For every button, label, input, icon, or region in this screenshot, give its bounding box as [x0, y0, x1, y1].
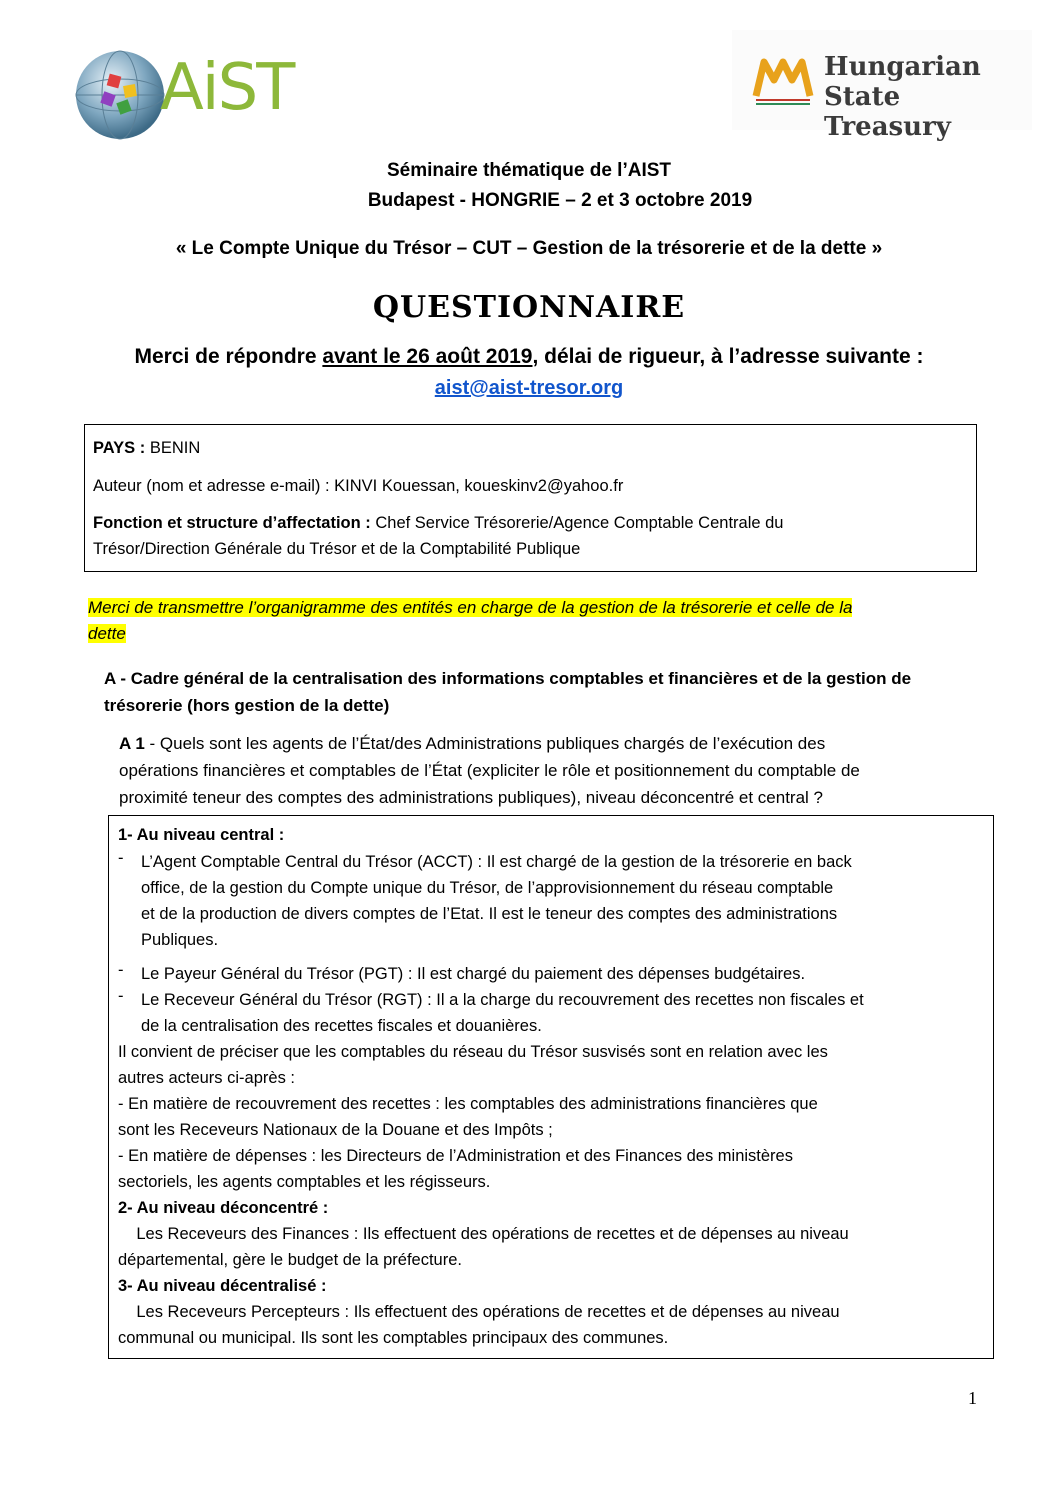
answer-acct-line2: office, de la gestion du Compte unique du Trésor, de l’approvisionnement du réseau comptable	[141, 879, 834, 897]
author-field: Auteur (nom et adresse e-mail) : KINVI Kouessan, koueskinv2@yahoo.fr	[93, 477, 624, 495]
seminar-theme: « Le Compte Unique du Trésor – CUT – Gestion de la trésorerie et de la dette »	[175, 238, 883, 259]
country-value: BENIN	[145, 439, 201, 457]
answer-dep-line2: sectoriels, les agents comptables et les régisseurs.	[118, 1173, 491, 1191]
answer-pgt: Le Payeur Général du Trésor (PGT) : Il est chargé du paiement des dépenses budgétaires.	[141, 965, 806, 983]
aist-logo	[72, 45, 297, 145]
country-label: PAYS :	[93, 439, 146, 457]
hst-emblem-icon	[752, 56, 814, 108]
section-a-title-line2: trésorerie (hors gestion de la dette)	[104, 696, 390, 715]
answer-conv-line1: Il convient de préciser que les comptables du réseau du Trésor susvisés sont en relation avec les	[118, 1043, 828, 1061]
hungarian-state-treasury-logo	[732, 30, 1032, 142]
question-a1	[119, 730, 984, 811]
section-a-title-line1: A - Cadre général de la centralisation des informations comptables et financières et de la gestion de	[104, 669, 912, 688]
question-a1-text1: - Quels sont les agents de l’État/des Administrations publiques chargés de l’exécution des	[144, 734, 826, 753]
reply-suffix: , délai de rigueur, à l’adresse suivante :	[532, 345, 924, 368]
function-field	[93, 510, 963, 536]
answer-acct-line4: Publiques.	[141, 931, 219, 949]
answer-rf-line2: départemental, gère le budget de la préfecture.	[118, 1251, 462, 1269]
aist-logo-text: AiST	[160, 51, 294, 125]
question-a1-line1	[119, 730, 984, 757]
answer-rec-line2: sont les Receveurs Nationaux de la Douane et des Impôts ;	[118, 1121, 553, 1139]
function-label: Fonction et structure d’affectation :	[93, 514, 371, 532]
country-field	[93, 435, 963, 461]
organigram-request-line2: dette	[88, 624, 126, 643]
contact-email[interactable]: aist@aist-tresor.org	[434, 377, 624, 399]
section-a-title	[104, 665, 984, 719]
answer-acct-line1: L’Agent Comptable Central du Trésor (ACCT) : Il est chargé de la gestion de la trésorerie en back	[141, 853, 852, 871]
bullet-dash: -	[118, 987, 124, 1005]
hst-line1: Hungarian	[824, 52, 981, 82]
question-a1-line3: proximité teneur des comptes des administrations publiques), niveau déconcentré et central ?	[119, 788, 823, 807]
reply-instruction	[0, 345, 1058, 369]
answer-rec-line1: - En matière de recouvrement des recettes : les comptables des administrations financières que	[118, 1095, 818, 1113]
answer-heading-central: 1- Au niveau central :	[118, 826, 285, 844]
seminar-title: Séminaire thématique de l’AIST	[386, 160, 672, 181]
answer-acct-line3: et de la production de divers comptes de l’Etat. Il est le teneur des comptes des administrations	[141, 905, 838, 923]
question-a1-line2: opérations financières et comptables de l’État (expliciter le rôle et positionnement du comptable de	[119, 761, 860, 780]
respondent-info-box	[84, 424, 977, 572]
page-number: 1	[968, 1388, 977, 1408]
seminar-location-date: Budapest - HONGRIE – 2 et 3 octobre 2019	[367, 190, 753, 211]
hst-line2: State Treasury	[824, 82, 951, 142]
answer-dep-line1: - En matière de dépenses : les Directeurs de l’Administration et des Finances des ministères	[118, 1147, 793, 1165]
reply-deadline: avant le 26 août 2019	[322, 345, 533, 368]
organigram-request-line1: Merci de transmettre l’organigramme des entités en charge de la gestion de la trésorerie et celle de la	[88, 598, 853, 617]
document-title: QUESTIONNAIRE	[372, 290, 686, 325]
answer-rp-line1: Les Receveurs Percepteurs : Ils effectuent des opérations de recettes et de dépenses au niveau	[118, 1303, 840, 1321]
question-a1-label: A 1	[119, 734, 145, 753]
answer-heading-decentralised: 3- Au niveau décentralisé :	[118, 1277, 327, 1295]
answer-conv-line2: autres acteurs ci-après :	[118, 1069, 295, 1087]
contact-email-link[interactable]	[0, 377, 1058, 400]
bullet-dash: -	[118, 849, 124, 867]
answer-box	[108, 815, 994, 1359]
answer-rgt-line2: de la centralisation des recettes fiscales et douanières.	[141, 1017, 542, 1035]
answer-rf-line1: Les Receveurs des Finances : Ils effectuent des opérations de recettes et de dépenses au niveau	[118, 1225, 849, 1243]
organigram-request	[88, 595, 968, 647]
hst-logo-text	[824, 52, 1032, 142]
function-value-1: Chef Service Trésorerie/Agence Comptable Centrale du	[370, 514, 784, 532]
answer-heading-deconcentrated: 2- Au niveau déconcentré :	[118, 1199, 329, 1217]
function-value-2: Trésor/Direction Générale du Trésor et de la Comptabilité Publique	[93, 540, 581, 558]
reply-prefix: Merci de répondre	[134, 345, 323, 368]
bullet-dash: -	[118, 961, 124, 979]
answer-rgt-line1: Le Receveur Général du Trésor (RGT) : Il a la charge du recouvrement des recettes non fiscales et	[141, 991, 864, 1009]
answer-rp-line2: communal ou municipal. Ils sont les comptables principaux des communes.	[118, 1329, 669, 1347]
